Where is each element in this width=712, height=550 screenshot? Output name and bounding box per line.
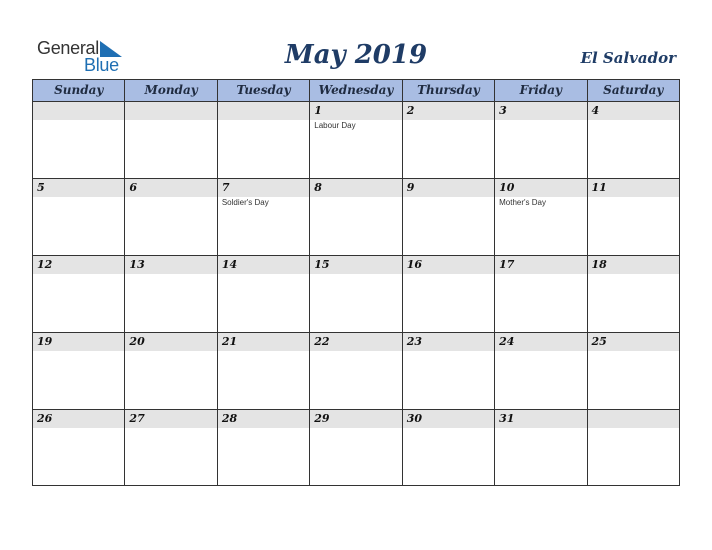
day-cell [588, 410, 679, 486]
day-number: 7 [221, 181, 230, 194]
week-row [33, 256, 679, 333]
day-cell [310, 256, 402, 332]
day-number: 8 [314, 181, 322, 194]
week-row [33, 333, 679, 410]
date-band [310, 179, 401, 197]
day-number: 2 [406, 104, 415, 117]
day-number: 30 [406, 412, 422, 425]
day-number: 10 [499, 181, 515, 194]
day-cell [218, 410, 310, 486]
day-number: 17 [499, 258, 515, 271]
weekday-thursday: Thursday [403, 80, 495, 101]
date-band [33, 179, 124, 197]
day-cell [495, 179, 587, 255]
country-label: El Salvador [580, 49, 676, 67]
day-number: 29 [314, 412, 330, 425]
weekday-wednesday: Wednesday [310, 80, 402, 101]
day-number: 19 [37, 335, 53, 348]
day-number: 28 [221, 412, 238, 425]
day-cell [33, 102, 125, 178]
week-row [33, 410, 679, 486]
calendar-title: May 2019 [284, 40, 428, 70]
weekday-sunday: Sunday [33, 80, 125, 101]
date-band [218, 102, 309, 120]
day-cell [218, 333, 310, 409]
date-band [495, 102, 586, 120]
week-row [33, 179, 679, 256]
day-cell [125, 333, 217, 409]
date-band [218, 179, 309, 197]
day-cell [403, 256, 495, 332]
weeks-container [33, 102, 679, 486]
date-band [33, 102, 124, 120]
holiday-label: Soldier's Day [221, 198, 269, 207]
day-number: 11 [591, 181, 607, 194]
day-number: 16 [406, 258, 422, 271]
day-number: 4 [591, 104, 600, 117]
day-cell [33, 410, 125, 486]
day-cell [495, 410, 587, 486]
day-cell [403, 179, 495, 255]
day-number: 14 [221, 258, 238, 271]
day-cell [218, 179, 310, 255]
day-cell [33, 256, 125, 332]
calendar-grid [32, 79, 680, 486]
day-cell [495, 256, 587, 332]
weekday-friday: Friday [495, 80, 587, 101]
day-number: 6 [129, 181, 138, 194]
day-number: 1 [314, 104, 322, 117]
day-cell [495, 333, 587, 409]
day-cell [588, 179, 679, 255]
holiday-label: Labour Day [314, 121, 356, 130]
day-number: 20 [129, 335, 145, 348]
day-cell [125, 256, 217, 332]
day-cell [125, 179, 217, 255]
day-number: 27 [129, 412, 145, 425]
day-number: 15 [314, 258, 330, 271]
date-band [403, 102, 494, 120]
weekday-saturday: Saturday [603, 83, 664, 97]
day-cell [33, 179, 125, 255]
day-cell [588, 256, 679, 332]
logo-text-general: General [37, 38, 99, 58]
weekday-header [33, 80, 679, 102]
logo-text-blue: Blue [84, 55, 119, 75]
day-number: 13 [129, 258, 145, 271]
day-number: 18 [591, 258, 607, 271]
week-row [33, 102, 679, 179]
day-number: 22 [314, 335, 330, 348]
day-cell [33, 333, 125, 409]
day-number: 3 [499, 104, 507, 117]
day-cell [125, 410, 217, 486]
day-cell [125, 102, 217, 178]
day-number: 31 [499, 412, 515, 425]
date-band [125, 102, 216, 120]
date-band [588, 102, 679, 120]
day-cell [588, 333, 679, 409]
day-cell [218, 102, 310, 178]
holiday-label: Mother's Day [499, 198, 546, 207]
day-number: 26 [37, 412, 53, 425]
day-cell [403, 333, 495, 409]
day-cell [588, 102, 679, 178]
day-cell [495, 102, 587, 178]
day-cell [310, 102, 402, 178]
day-number: 25 [591, 335, 607, 348]
weekday-monday: Monday [125, 80, 217, 101]
date-band [125, 179, 216, 197]
day-cell [403, 410, 495, 486]
weekday-tuesday: Tuesday [218, 80, 310, 101]
day-number: 24 [499, 335, 515, 348]
date-band [310, 102, 401, 120]
date-band [403, 179, 494, 197]
date-band [588, 410, 679, 428]
day-cell [218, 256, 310, 332]
day-number: 5 [37, 181, 45, 194]
day-number: 23 [406, 335, 422, 348]
day-cell [310, 410, 402, 486]
day-cell [310, 179, 402, 255]
day-cell [310, 333, 402, 409]
day-number: 12 [37, 258, 53, 271]
day-number: 21 [221, 335, 238, 348]
day-cell [403, 102, 495, 178]
day-number: 9 [406, 181, 415, 194]
